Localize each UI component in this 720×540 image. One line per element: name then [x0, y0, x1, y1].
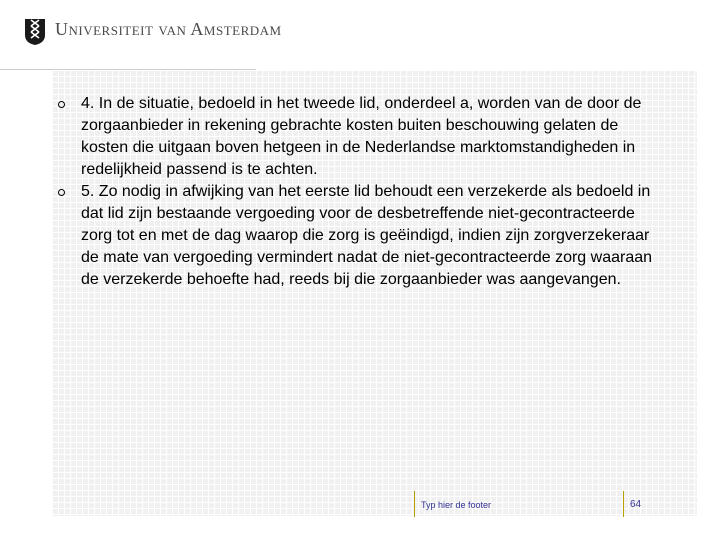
- bullet-icon: [58, 101, 65, 108]
- list-item: [56, 181, 656, 291]
- bullet-icon: [58, 189, 65, 196]
- bullet-list: [56, 93, 656, 291]
- page-number: 64: [630, 499, 642, 510]
- footer-divider-left: [414, 491, 415, 517]
- footer-divider-right: [623, 491, 624, 517]
- paragraph-text: 4. In de situatie, bedoeld in het tweede lid, onderdeel a, worden van de door de zorgaanbieder in rekening gebrachte kosten buiten beschouwing gelaten de kosten die uitgaan boven hetgeen in de Nederlandse marktomstandigheden in redelijkheid passend is te achten.: [81, 95, 642, 178]
- list-item: [56, 93, 656, 181]
- uva-logo-icon: [24, 18, 46, 46]
- slide-header: [0, 0, 720, 70]
- footer-text: Typ hier de footer: [421, 500, 492, 510]
- paragraph-text: 5. Zo nodig in afwijking van het eerste lid behoudt een verzekerde als bedoeld in dat lid zijn bestaande vergoeding voor de desbetreffende niet-gecontracteerde zorg tot en met de dag waarop die zorg is geëindigd, indien zijn zorgverzekeraar de mate van vergoeding vermindert nadat de niet-gecontracteerde zorg waaraan de verzekerde behoefte had, reeds bij die zorgaanbieder was aangevangen.: [81, 183, 653, 288]
- university-name: Universiteit van Amsterdam: [55, 19, 282, 39]
